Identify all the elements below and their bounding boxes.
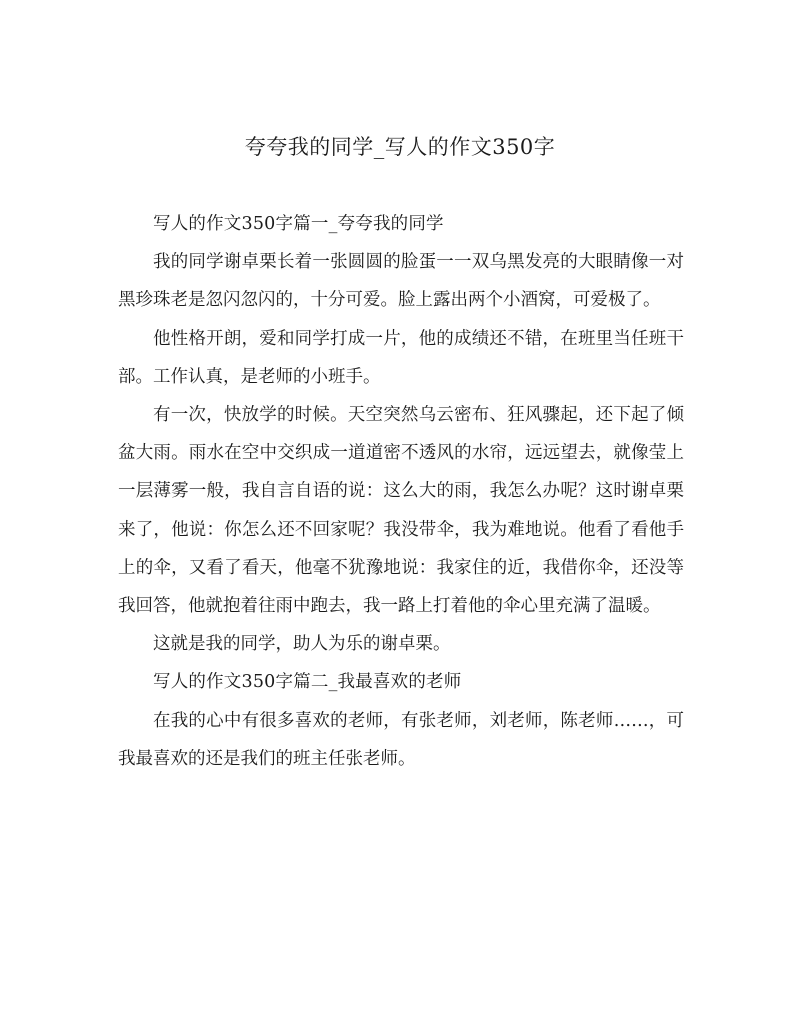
section-heading-1: 写人的作文350字篇一_夸夸我的同学 bbox=[153, 214, 444, 234]
paragraph-rain-story: 有一次，快放学的时候。天空突然乌云密布、狂风骤起，还下起了倾盆大雨。雨水在空中交织成一道道密不透风的水帘，远远望去，就像莹上一层薄雾一般，我自言自语的说：这么大的雨，我怎么办呢？这时谢卓栗来了，他说：你怎么还不回家呢？我没带伞，我为难地说。他看了看他手上的伞，又看了看天，他毫不犹豫地说：我家住的近，我借你伞，还没等我回答，他就抱着往雨中跑去，我一路上打着他的伞心里充满了温暖。 bbox=[118, 405, 684, 617]
paragraph-conclusion: 这就是我的同学，助人为乐的谢卓栗。 bbox=[153, 634, 451, 655]
section-heading-2: 写人的作文350字篇二_我最喜欢的老师 bbox=[153, 672, 462, 693]
paragraph-personality: 他性格开朗，爱和同学打成一片，他的成绩还不错，在班里当任班干部。工作认真，是老师的小班手。 bbox=[118, 328, 684, 387]
document-title: 夸夸我的同学_写人的作文350字 bbox=[244, 135, 556, 159]
paragraph-description: 我的同学谢卓栗长着一张圆圆的脸蛋一一双乌黑发亮的大眼睛像一对黑珍珠老是忽闪忽闪的，十分可爱。脸上露出两个小酒窝，可爱极了。 bbox=[118, 252, 684, 311]
document-body bbox=[118, 205, 684, 778]
paragraph-teacher-intro: 在我的心中有很多喜欢的老师，有张老师，刘老师，陈老师……，可我最喜欢的还是我们的班主任张老师。 bbox=[118, 710, 684, 769]
